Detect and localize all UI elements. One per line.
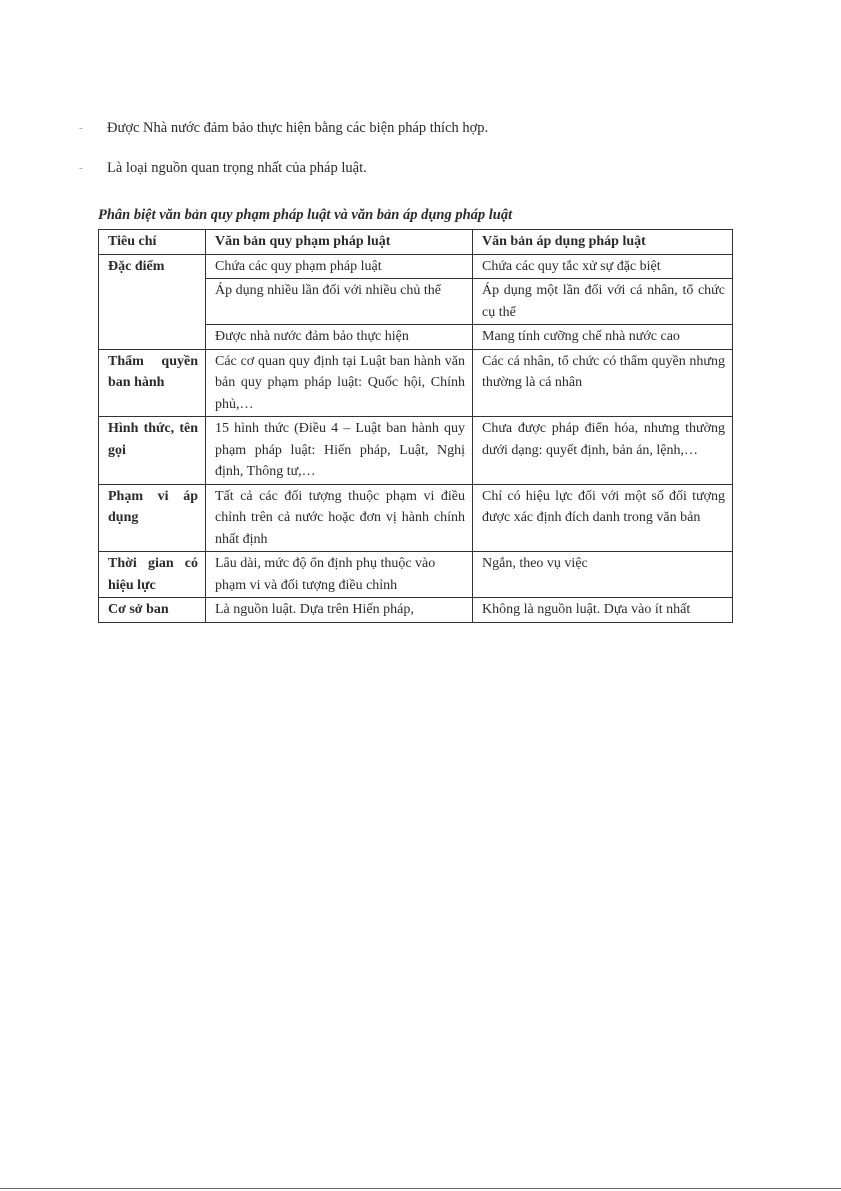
normative-cell: Lâu dài, mức độ ổn định phụ thuộc vào phạm vi và đối tượng điều chỉnh [206, 552, 473, 598]
normative-cell: Được nhà nước đảm bảo thực hiện [206, 325, 473, 350]
header-application-docs: Văn bản áp dụng pháp luật [473, 230, 733, 255]
criterion-cell: Phạm vi áp dụng [99, 484, 206, 552]
normative-cell: 15 hình thức (Điều 4 – Luật ban hành quy phạm pháp luật: Hiến pháp, Luật, Nghị định, Thông tư,… [206, 417, 473, 485]
normative-cell: Áp dụng nhiều lần đối với nhiều chủ thể [206, 279, 473, 325]
application-cell: Không là nguồn luật. Dựa vào ít nhất [473, 598, 733, 623]
criterion-cell: Đặc điểm [99, 254, 206, 349]
application-cell: Ngắn, theo vụ việc [473, 552, 733, 598]
normative-cell: Chứa các quy phạm pháp luật [206, 254, 473, 279]
table-row [99, 484, 733, 552]
bullet-marker: - [79, 162, 83, 174]
application-cell: Áp dụng một lần đối với cá nhân, tổ chức cụ thể [473, 279, 733, 325]
table-row [99, 598, 733, 623]
table-header-row [99, 230, 733, 255]
table-row [99, 552, 733, 598]
criterion-cell: Hình thức, tên gọi [99, 417, 206, 485]
application-cell: Chưa được pháp điển hóa, nhưng thường dưới dạng: quyết định, bản án, lệnh,… [473, 417, 733, 485]
table-row [99, 417, 733, 485]
bullet-text: Là loại nguồn quan trọng nhất của pháp luật. [107, 160, 367, 176]
table-row [99, 254, 733, 279]
normative-cell: Là nguồn luật. Dựa trên Hiến pháp, [206, 598, 473, 623]
bullet-text: Được Nhà nước đảm bảo thực hiện bằng các biện pháp thích hợp. [107, 120, 489, 136]
application-cell: Các cá nhân, tổ chức có thẩm quyền nhưng thường là cá nhân [473, 349, 733, 417]
criterion-cell: Thẩm quyền ban hành [99, 349, 206, 417]
table-caption: Phân biệt văn bản quy phạm pháp luật và văn bản áp dụng pháp luật [98, 207, 513, 223]
bullet-item [0, 120, 841, 160]
criterion-cell: Thời gian có hiệu lực [99, 552, 206, 598]
comparison-table [98, 229, 733, 623]
header-criterion: Tiêu chí [99, 230, 206, 255]
bullet-item [0, 160, 841, 200]
application-cell: Chỉ có hiệu lực đối với một số đối tượng được xác định đích danh trong văn bản [473, 484, 733, 552]
comparison-table-container [98, 229, 734, 636]
normative-cell: Các cơ quan quy định tại Luật ban hành văn bản quy phạm pháp luật: Quốc hội, Chính phủ,… [206, 349, 473, 417]
bullet-list [0, 120, 841, 200]
criterion-cell: Cơ sở ban [99, 598, 206, 623]
application-cell: Chứa các quy tắc xử sự đặc biệt [473, 254, 733, 279]
table-row [99, 349, 733, 417]
normative-cell: Tất cả các đối tượng thuộc phạm vi điều chỉnh trên cả nước hoặc đơn vị hành chính nhất định [206, 484, 473, 552]
page-bottom-divider [0, 1188, 841, 1189]
header-normative-docs: Văn bản quy phạm pháp luật [206, 230, 473, 255]
application-cell: Mang tính cưỡng chế nhà nước cao [473, 325, 733, 350]
bullet-marker: - [79, 122, 83, 134]
